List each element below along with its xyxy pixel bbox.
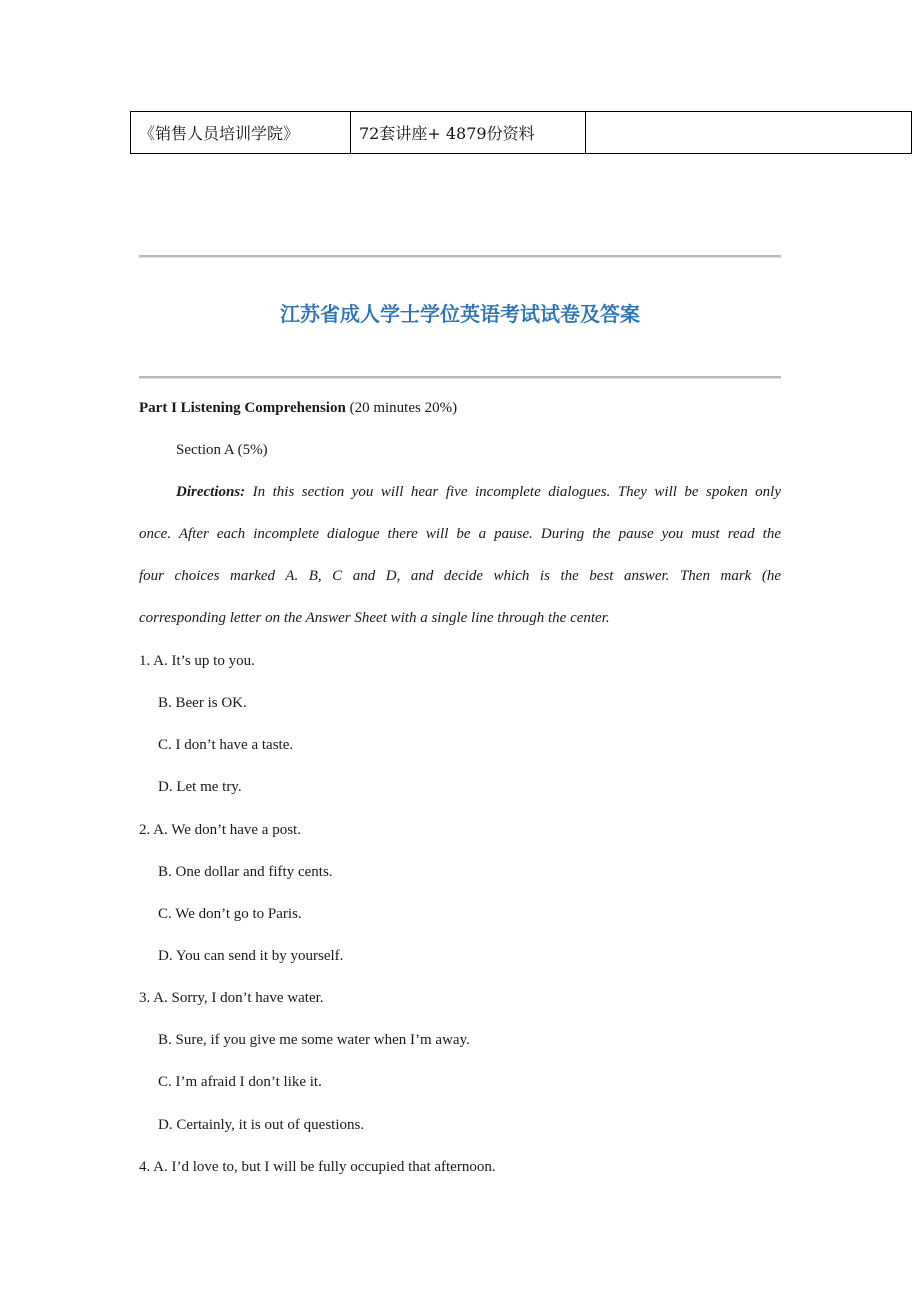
question-2: 2. A. We don’t have a post.: [139, 822, 301, 838]
header-cell-course: 《销售人员培训学院》: [131, 112, 351, 154]
header-cell-resources: 72套讲座+ 4879份资料: [351, 112, 586, 154]
directions-text: In this section you will hear five incomplete dialogues. They will be spoken only: [245, 484, 781, 500]
question-3-option-c: C. I’m afraid I don’t like it.: [158, 1074, 322, 1090]
header-cell-empty: [586, 112, 912, 154]
question-2-option-b: B. One dollar and fifty cents.: [158, 864, 333, 880]
question-3-option-b: B. Sure, if you give me some water when I’m away.: [158, 1032, 470, 1048]
question-1-option-d: D. Let me try.: [158, 779, 242, 795]
part-heading-detail: (20 minutes 20%): [345, 400, 458, 416]
question-3: 3. A. Sorry, I don’t have water.: [139, 990, 324, 1006]
top-divider: [139, 255, 781, 258]
question-2-option-d: D. You can send it by yourself.: [158, 948, 344, 964]
directions-label: Directions:: [176, 484, 246, 500]
header-table: [130, 111, 912, 154]
page-title: 江苏省成人学士学位英语考试试卷及答案: [280, 302, 640, 326]
part-heading: [139, 398, 457, 418]
question-3-option-d: D. Certainly, it is out of questions.: [158, 1117, 365, 1133]
question-1-option-b: B. Beer is OK.: [158, 695, 247, 711]
section-heading: Section A (5%): [176, 442, 268, 458]
directions-line-1: [176, 482, 781, 502]
question-1: 1. A. It’s up to you.: [139, 653, 255, 669]
directions-line-2: once. After each incomplete dialogue there will be a pause. During the pause you must read the: [139, 526, 781, 542]
header-table-row: [131, 112, 912, 154]
question-2-option-c: C. We don’t go to Paris.: [158, 906, 302, 922]
question-4: 4. A. I’d love to, but I will be fully occupied that afternoon.: [139, 1159, 496, 1175]
directions-line-3: four choices marked A. B, C and D, and decide which is the best answer. Then mark (he: [139, 568, 781, 584]
bottom-divider: [139, 376, 781, 379]
question-1-option-c: C. I don’t have a taste.: [158, 737, 294, 753]
directions-line-4: corresponding letter on the Answer Sheet with a single line through the center.: [139, 610, 610, 626]
part-heading-bold: Part I Listening Comprehension: [139, 400, 346, 416]
